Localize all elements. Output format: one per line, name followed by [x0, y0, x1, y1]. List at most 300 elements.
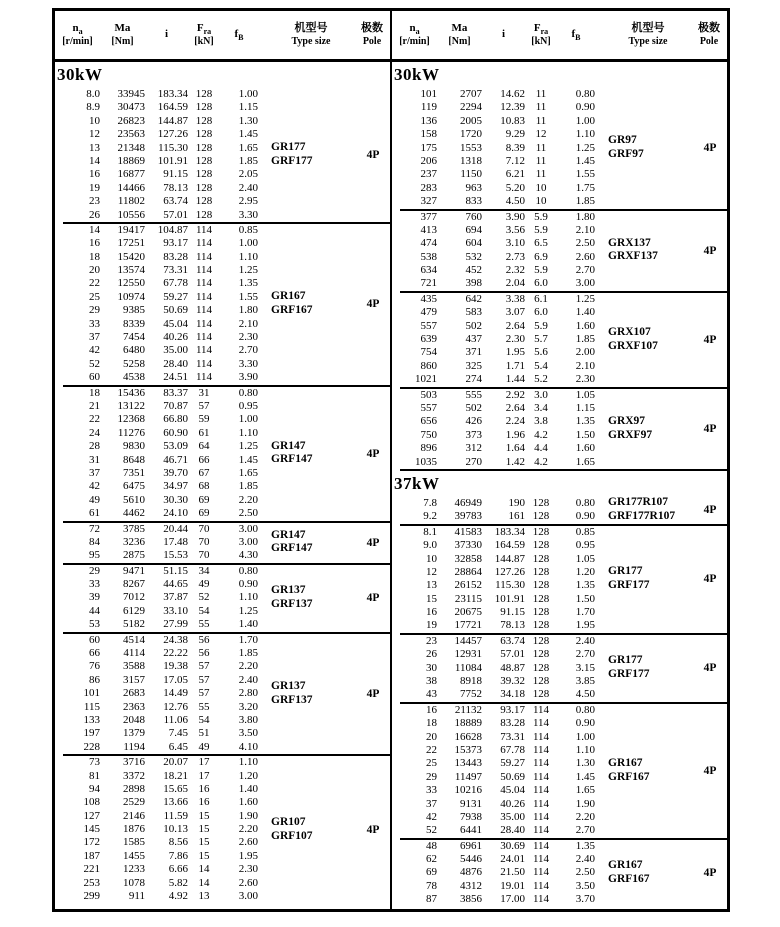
column-header-unit: [Nm] — [448, 35, 471, 47]
table-row — [392, 731, 727, 744]
type-size-line: GRF147 — [271, 542, 313, 555]
cell-na: 87 — [426, 893, 437, 906]
cell-fra: 17 — [198, 769, 210, 782]
cell-na: 33 — [89, 317, 100, 330]
column-header-ma — [100, 22, 145, 47]
cell-na: 38 — [426, 675, 437, 688]
cell-i: 45.04 — [500, 784, 525, 797]
table-row — [55, 182, 390, 195]
cell-na: 101 — [83, 687, 100, 700]
type-size-label — [271, 529, 313, 557]
cell-fb: 1.65 — [238, 141, 258, 154]
type-size-line: GRF167 — [608, 770, 650, 783]
cell-fra: 114 — [532, 810, 550, 823]
type-size-line: GR177 — [608, 654, 643, 667]
type-size-line: GR167 — [608, 859, 643, 872]
cell-i: 22.22 — [163, 647, 188, 660]
type-size-label — [608, 859, 650, 887]
cell-ma: 12550 — [117, 277, 145, 290]
cell-i: 67.78 — [163, 277, 188, 290]
cell-na: 503 — [420, 388, 437, 401]
table-row — [392, 293, 727, 306]
cell-ma: 452 — [465, 264, 482, 277]
cell-fra: 114 — [532, 866, 550, 879]
type-size-label — [608, 237, 658, 265]
cell-i: 67.78 — [500, 743, 525, 756]
table-row — [392, 593, 727, 606]
column-header-na — [392, 22, 437, 49]
cell-na: 20 — [89, 264, 100, 277]
cell-fra: 128 — [532, 634, 550, 647]
cell-na: 108 — [83, 796, 100, 809]
cell-ma: 10216 — [454, 784, 482, 797]
cell-i: 6.21 — [505, 168, 525, 181]
cell-i: 115.30 — [495, 579, 525, 592]
table-row — [392, 880, 727, 893]
column-header-symbol: $n_a$ — [409, 21, 420, 36]
cell-fb: 1.70 — [575, 606, 595, 619]
cell-fra: 54 — [198, 604, 210, 617]
cell-fb: 1.35 — [575, 579, 595, 592]
cell-na: 16 — [426, 703, 437, 716]
cell-fb: 1.10 — [238, 250, 258, 263]
table-row — [392, 688, 727, 701]
cell-fb: 1.25 — [575, 141, 595, 154]
column-header-pole — [691, 22, 727, 47]
cell-fra: 68 — [198, 480, 210, 493]
cell-fb: 2.40 — [238, 673, 258, 686]
table-row — [392, 442, 727, 455]
table-row — [392, 320, 727, 333]
cell-fb: 2.60 — [238, 836, 258, 849]
cell-ma: 13122 — [117, 399, 145, 412]
type-size-label — [608, 757, 650, 785]
table-row — [392, 101, 727, 114]
cell-i: 11.06 — [163, 713, 188, 726]
cell-ma: 2146 — [123, 809, 145, 822]
table-row — [55, 660, 390, 673]
cell-fb: 3.00 — [238, 522, 258, 535]
cell-fb: 0.95 — [575, 539, 595, 552]
cell-ma: 5182 — [123, 618, 145, 631]
type-size-label — [271, 680, 313, 708]
cell-i: 144.87 — [494, 552, 525, 565]
cell-fb: 3.20 — [238, 700, 258, 713]
type-size-line: GRXF107 — [608, 339, 658, 352]
cell-na: 860 — [420, 359, 437, 372]
cell-ma: 2529 — [123, 796, 145, 809]
pole-label: 4P — [703, 504, 717, 517]
cell-fb: 2.70 — [575, 648, 595, 661]
table-row — [55, 783, 390, 796]
cell-na: 61 — [89, 507, 100, 520]
cell-fb: 1.00 — [238, 88, 258, 100]
column-header-symbol: $F_{ra}$ — [196, 21, 212, 36]
type-size-label — [608, 655, 650, 683]
table-row — [55, 549, 390, 562]
cell-fb: 4.50 — [575, 688, 595, 701]
spec-block — [55, 88, 390, 222]
spec-block — [55, 224, 390, 385]
cell-i: 2.30 — [505, 333, 525, 346]
cell-i: 161 — [508, 510, 525, 523]
cell-na: 22 — [426, 743, 437, 756]
table-row — [55, 727, 390, 740]
cell-fra: 11 — [535, 101, 547, 114]
cell-fra: 52 — [198, 591, 210, 604]
cell-i: 15.53 — [163, 549, 188, 562]
cell-na: 18 — [426, 717, 437, 730]
cell-fra: 6.5 — [534, 237, 548, 250]
type-size-line: GRX137 — [608, 236, 651, 249]
cell-na: 10 — [426, 552, 437, 565]
table-row — [392, 648, 727, 661]
cell-i: 63.74 — [163, 195, 188, 208]
cell-i: 37.87 — [163, 591, 188, 604]
cell-na: 21 — [89, 399, 100, 412]
table-row — [392, 824, 727, 837]
cell-ma: 426 — [465, 415, 482, 428]
cell-fb: 1.15 — [238, 101, 258, 114]
spec-block — [55, 565, 390, 632]
cell-i: 13.66 — [163, 796, 188, 809]
cell-na: 187 — [83, 849, 100, 862]
type-size-line: GRF137 — [271, 598, 313, 611]
cell-na: 48 — [426, 839, 437, 852]
cell-i: 2.73 — [505, 250, 525, 263]
spec-block — [392, 211, 727, 291]
cell-i: 93.17 — [163, 237, 188, 250]
cell-ma: 26152 — [454, 579, 482, 592]
column-header-subscript: B — [238, 32, 244, 42]
cell-fb: 2.80 — [238, 687, 258, 700]
table-row — [55, 209, 390, 222]
column-header-pole — [354, 22, 390, 47]
cell-ma: 325 — [465, 359, 482, 372]
table-row — [392, 306, 727, 319]
cell-ma: 17251 — [117, 237, 145, 250]
cell-ma: 1233 — [123, 863, 145, 876]
cell-fra: 114 — [195, 357, 213, 370]
section-title-37kw: 37kW — [394, 473, 440, 493]
cell-fb: 1.85 — [575, 333, 595, 346]
cell-i: 101.91 — [157, 154, 188, 167]
cell-fb: 3.15 — [575, 661, 595, 674]
cell-na: 896 — [420, 442, 437, 455]
table-row — [392, 510, 727, 523]
cell-fb: 1.20 — [238, 769, 258, 782]
cell-ma: 15420 — [117, 250, 145, 263]
cell-i: 115.30 — [158, 141, 188, 154]
cell-fra: 6.1 — [534, 292, 548, 305]
column-header-type — [268, 22, 354, 47]
cell-fra: 114 — [195, 264, 213, 277]
cell-fra: 70 — [198, 535, 210, 548]
cell-i: 17.48 — [163, 535, 188, 548]
cell-fra: 4.4 — [534, 442, 548, 455]
pole-label: 4P — [703, 764, 717, 777]
cell-na: 72 — [89, 522, 100, 535]
cell-i: 15.65 — [163, 782, 188, 795]
cell-na: 634 — [420, 264, 437, 277]
cell-i: 7.12 — [505, 154, 525, 167]
table-row — [55, 480, 390, 493]
cell-fb: 2.10 — [575, 359, 595, 372]
type-size-line: GRF177R107 — [608, 510, 676, 523]
cell-na: 639 — [420, 333, 437, 346]
table-row — [392, 662, 727, 675]
cell-i: 20.44 — [163, 522, 188, 535]
cell-fb: 2.30 — [238, 331, 258, 344]
cell-na: 253 — [83, 876, 100, 889]
cell-i: 93.17 — [500, 703, 525, 716]
cell-fra: 3.8 — [534, 415, 548, 428]
table-row — [392, 346, 727, 359]
cell-ma: 9131 — [460, 797, 482, 810]
column-header-unit: [r/min] — [399, 36, 430, 48]
cell-ma: 18889 — [454, 717, 482, 730]
cell-fb: 1.25 — [238, 604, 258, 617]
cell-fb: 1.60 — [575, 442, 595, 455]
cell-fra: 17 — [198, 756, 210, 769]
cell-fb: 1.25 — [238, 440, 258, 453]
cell-fra: 114 — [195, 331, 213, 344]
cell-fra: 11 — [535, 141, 547, 154]
cell-fb: 0.95 — [238, 399, 258, 412]
cell-ma: 963 — [465, 181, 482, 194]
cell-i: 1.96 — [505, 428, 525, 441]
cell-na: 101 — [420, 88, 437, 100]
cell-na: 14 — [89, 223, 100, 236]
cell-i: 24.01 — [500, 853, 525, 866]
cell-ma: 6475 — [123, 480, 145, 493]
cell-fb: 1.00 — [575, 114, 595, 127]
cell-fb: 3.80 — [238, 713, 258, 726]
type-size-line: GRF107 — [271, 829, 313, 842]
cell-ma: 11497 — [454, 770, 482, 783]
cell-i: 28.40 — [163, 357, 188, 370]
cell-fb: 0.90 — [238, 578, 258, 591]
cell-ma: 14457 — [454, 634, 482, 647]
cell-ma: 2898 — [123, 782, 145, 795]
column-header-unit: Pole — [699, 35, 719, 47]
cell-ma: 1553 — [460, 141, 482, 154]
table-row — [392, 866, 727, 879]
column-header-symbol: $f_B$ — [571, 27, 581, 42]
table-row — [392, 277, 727, 290]
cell-ma: 502 — [465, 401, 482, 414]
cell-na: 18 — [89, 250, 100, 263]
cell-fb: 2.50 — [575, 237, 595, 250]
cell-na: 9.0 — [423, 539, 437, 552]
cell-fb: 1.30 — [575, 757, 595, 770]
table-row — [392, 128, 727, 141]
cell-fb: 1.65 — [575, 784, 595, 797]
cell-i: 1.95 — [505, 346, 525, 359]
cell-ma: 7454 — [123, 331, 145, 344]
cell-i: 4.92 — [168, 890, 188, 903]
cell-na: 53 — [89, 618, 100, 631]
cell-fb: 2.20 — [238, 823, 258, 836]
cell-fra: 128 — [195, 208, 213, 221]
type-size-line: GR167 — [608, 756, 643, 769]
cell-ma: 398 — [465, 277, 482, 290]
cell-na: 16 — [89, 237, 100, 250]
cell-ma: 6441 — [460, 824, 482, 837]
type-size-label — [271, 440, 313, 468]
cell-ma: 26823 — [117, 114, 145, 127]
cell-fb: 0.80 — [238, 564, 258, 577]
type-size-line: GRF97 — [608, 148, 644, 161]
cell-i: 1.44 — [505, 373, 525, 386]
cell-na: 13 — [426, 579, 437, 592]
cell-ma: 16877 — [117, 168, 145, 181]
cell-i: 63.74 — [500, 634, 525, 647]
cell-ma: 555 — [465, 388, 482, 401]
cell-fb: 2.50 — [238, 507, 258, 520]
cell-ma: 532 — [465, 250, 482, 263]
cell-fb: 0.85 — [575, 525, 595, 538]
cell-fb: 1.55 — [238, 290, 258, 303]
cell-ma: 5446 — [460, 853, 482, 866]
cell-fra: 128 — [532, 648, 550, 661]
table-row — [392, 373, 727, 386]
cell-na: 62 — [426, 853, 437, 866]
cell-ma: 12368 — [117, 413, 145, 426]
cell-fb: 3.85 — [575, 675, 595, 688]
cell-i: 34.18 — [500, 688, 525, 701]
cell-i: 17.05 — [163, 673, 188, 686]
cell-fra: 128 — [532, 661, 550, 674]
cell-i: 39.70 — [163, 466, 188, 479]
cell-na: 327 — [420, 195, 437, 208]
cell-na: 19 — [89, 181, 100, 194]
type-size-line: GRF137 — [271, 693, 313, 706]
cell-i: 1.71 — [505, 359, 525, 372]
cell-fb: 2.05 — [238, 168, 258, 181]
column-header-symbol: 机型号 — [294, 22, 328, 35]
table-row — [55, 836, 390, 849]
table-row — [55, 251, 390, 264]
cell-i: 50.69 — [163, 304, 188, 317]
cell-i: 4.50 — [505, 195, 525, 208]
cell-na: 49 — [89, 493, 100, 506]
cell-ma: 13443 — [454, 757, 482, 770]
cell-na: 13 — [89, 141, 100, 154]
cell-na: 115 — [83, 700, 100, 713]
cell-na: 377 — [420, 210, 437, 223]
cell-fb: 3.00 — [238, 535, 258, 548]
cell-na: 29 — [426, 770, 437, 783]
cell-fra: 49 — [198, 740, 210, 753]
pole-label: 4P — [703, 422, 717, 435]
column-header-subscript: a — [78, 26, 83, 36]
cell-fb: 3.00 — [575, 277, 595, 290]
column-header-subscript: a — [415, 26, 420, 36]
column-header-symbol: $n_a$ — [72, 21, 83, 36]
cell-ma: 5610 — [123, 493, 145, 506]
cell-ma: 3716 — [123, 756, 145, 769]
cell-na: 435 — [420, 292, 437, 305]
cell-fra: 14 — [198, 876, 210, 889]
cell-i: 2.64 — [505, 401, 525, 414]
cell-fb: 1.90 — [575, 797, 595, 810]
cell-fb: 3.30 — [238, 357, 258, 370]
cell-na: 133 — [83, 713, 100, 726]
cell-fra: 57 — [198, 687, 210, 700]
cell-fb: 1.10 — [575, 128, 595, 141]
cell-na: 9.2 — [423, 510, 437, 523]
cell-fra: 70 — [198, 522, 210, 535]
column-header-symbol: i — [164, 28, 169, 41]
table-row — [55, 264, 390, 277]
cell-fra: 4.2 — [534, 455, 548, 468]
cell-fra: 114 — [195, 290, 213, 303]
cell-fb: 2.40 — [238, 181, 258, 194]
cell-ma: 911 — [128, 890, 145, 903]
cell-fra: 114 — [532, 703, 550, 716]
cell-fb: 2.60 — [575, 250, 595, 263]
cell-ma: 4876 — [460, 866, 482, 879]
cell-na: 94 — [89, 782, 100, 795]
cell-ma: 12931 — [454, 648, 482, 661]
cell-fra: 114 — [195, 304, 213, 317]
cell-fra: 3.4 — [534, 401, 548, 414]
cell-i: 3.90 — [505, 210, 525, 223]
table-row — [55, 387, 390, 400]
cell-i: 5.20 — [505, 181, 525, 194]
cell-ma: 9830 — [123, 440, 145, 453]
cell-fra: 5.6 — [534, 346, 548, 359]
cell-i: 46.71 — [163, 453, 188, 466]
cell-ma: 3856 — [460, 893, 482, 906]
cell-ma: 4462 — [123, 507, 145, 520]
table-row — [55, 142, 390, 155]
cell-na: 30 — [426, 661, 437, 674]
table-row — [55, 741, 390, 754]
type-size-line: GR177R107 — [608, 496, 669, 509]
cell-na: 172 — [83, 836, 100, 849]
type-size-line: GRX107 — [608, 325, 651, 338]
column-header-symbol: 极数 — [698, 22, 720, 35]
spec-block — [55, 756, 390, 903]
table-row — [392, 717, 727, 730]
cell-fra: 128 — [195, 168, 213, 181]
cell-fra: 54 — [198, 713, 210, 726]
cell-fb: 2.50 — [575, 866, 595, 879]
pole-label: 4P — [366, 298, 380, 311]
table-row — [55, 810, 390, 823]
cell-fra: 128 — [532, 675, 550, 688]
cell-fra: 114 — [195, 223, 213, 236]
cell-fb: 1.95 — [575, 619, 595, 632]
cell-ma: 2875 — [123, 549, 145, 562]
cell-ma: 39783 — [454, 510, 482, 523]
cell-fra: 10 — [535, 181, 547, 194]
cell-i: 3.07 — [505, 306, 525, 319]
cell-na: 479 — [420, 306, 437, 319]
cell-fb: 2.20 — [238, 660, 258, 673]
table-row — [392, 635, 727, 648]
cell-fb: 1.85 — [238, 480, 258, 493]
cell-fb: 1.40 — [238, 618, 258, 631]
cell-fb: 1.90 — [238, 809, 258, 822]
cell-i: 50.69 — [500, 770, 525, 783]
cell-na: 37 — [426, 797, 437, 810]
cell-fra: 67 — [198, 466, 210, 479]
cell-ma: 23563 — [117, 128, 145, 141]
cell-i: 1.42 — [505, 455, 525, 468]
